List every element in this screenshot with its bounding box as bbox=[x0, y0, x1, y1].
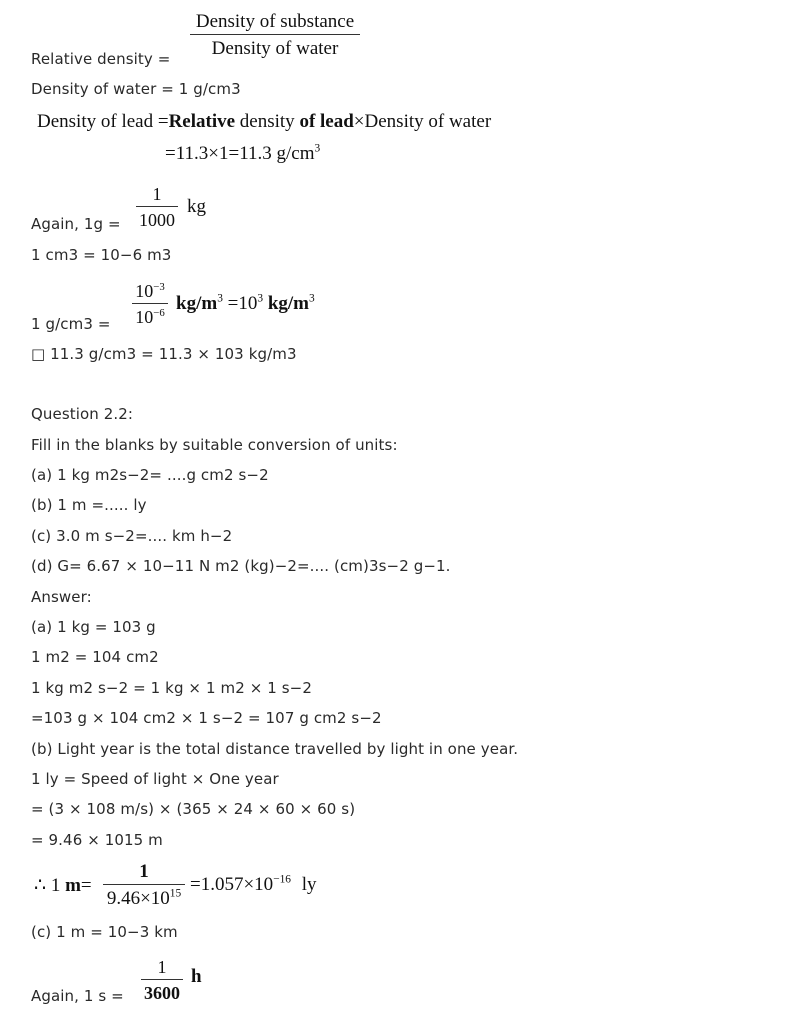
lead-result-line: □ 11.3 g/cm3 = 11.3 × 103 kg/m3 bbox=[31, 345, 297, 363]
answer-title: Answer: bbox=[31, 588, 92, 606]
answer-part-c: (c) 1 m = 10−3 km bbox=[31, 923, 178, 941]
answer-line: (a) 1 kg = 103 g bbox=[31, 618, 156, 636]
question-title: Question 2.2: bbox=[31, 405, 134, 423]
question-prompt: Fill in the blanks by suitable conversion of units: bbox=[31, 436, 398, 454]
density-lead-equation: Density of lead =Relative density of lead×Density of water bbox=[37, 111, 492, 132]
fraction-denominator: Density of water bbox=[211, 38, 339, 59]
ly-formula-rhs: $=1.057\times 10^{-16}$ ly bbox=[190, 873, 317, 895]
answer-line: 1 ly = Speed of light × One year bbox=[31, 770, 279, 788]
gcm3-conversion: $kg/m^3 =10^3$ $kg/m^3$ bbox=[176, 292, 315, 314]
fraction-bar bbox=[132, 303, 168, 304]
density-lead-result: =11.3×1=11.3 $g/cm^3$ bbox=[165, 142, 321, 164]
ly-fraction bbox=[103, 862, 185, 908]
cm3-line: 1 cm3 = 10−6 m3 bbox=[31, 246, 172, 264]
question-part-a: (a) 1 kg m2s−2= ....g cm2 s−2 bbox=[31, 466, 269, 484]
relative-density-label: Relative density = bbox=[31, 50, 171, 68]
second-unit: h bbox=[191, 966, 202, 987]
answer-line: 1 m2 = 104 cm2 bbox=[31, 648, 159, 666]
density-water-line: Density of water = 1 g/cm3 bbox=[31, 80, 241, 98]
fraction-denominator: 3600 bbox=[144, 983, 180, 1003]
fraction-denominator: $9.46\times 10^{15}$ bbox=[106, 887, 182, 909]
gram-unit: kg bbox=[187, 196, 206, 217]
gram-fraction bbox=[136, 185, 178, 229]
fraction-numerator: $10^{-3}$ bbox=[135, 280, 165, 301]
gcm3-label: 1 g/cm3 = bbox=[31, 315, 111, 333]
gcm3-fraction bbox=[132, 282, 168, 326]
fraction-bar bbox=[141, 979, 183, 980]
answer-line: (b) Light year is the total distance travelled by light in one year. bbox=[31, 740, 519, 758]
answer-line: = (3 × 108 m/s) × (365 × 24 × 60 × 60 s) bbox=[31, 800, 356, 818]
fraction-numerator: Density of substance bbox=[195, 11, 355, 32]
fraction-denominator: $10^{-6}$ bbox=[135, 306, 165, 327]
answer-line: =103 g × 104 cm2 × 1 s−2 = 107 g cm2 s−2 bbox=[31, 709, 382, 727]
fraction-numerator: 1 bbox=[157, 957, 167, 977]
gram-label: Again, 1g = bbox=[31, 215, 121, 233]
question-part-d: (d) G= 6.67 × 10−11 N m2 (kg)−2=.... (cm)3s−2 g−1. bbox=[31, 557, 451, 575]
fraction-numerator: 1 bbox=[139, 861, 149, 882]
second-fraction bbox=[141, 958, 183, 1002]
second-label: Again, 1 s = bbox=[31, 987, 124, 1005]
fraction-bar bbox=[103, 884, 185, 885]
fraction-denominator: 1000 bbox=[139, 210, 175, 230]
question-part-c: (c) 3.0 m s−2=.... km h−2 bbox=[31, 527, 233, 545]
answer-line: = 9.46 × 1015 m bbox=[31, 831, 163, 849]
fraction-numerator: 1 bbox=[152, 184, 162, 204]
relative-density-fraction bbox=[190, 12, 360, 58]
question-part-b: (b) 1 m =..... ly bbox=[31, 496, 147, 514]
answer-line: 1 kg m2 s−2 = 1 kg × 1 m2 × 1 s−2 bbox=[31, 679, 312, 697]
fraction-bar bbox=[190, 34, 360, 35]
fraction-bar bbox=[136, 206, 178, 207]
ly-formula-lhs: ∴ 1 m= bbox=[34, 875, 92, 896]
